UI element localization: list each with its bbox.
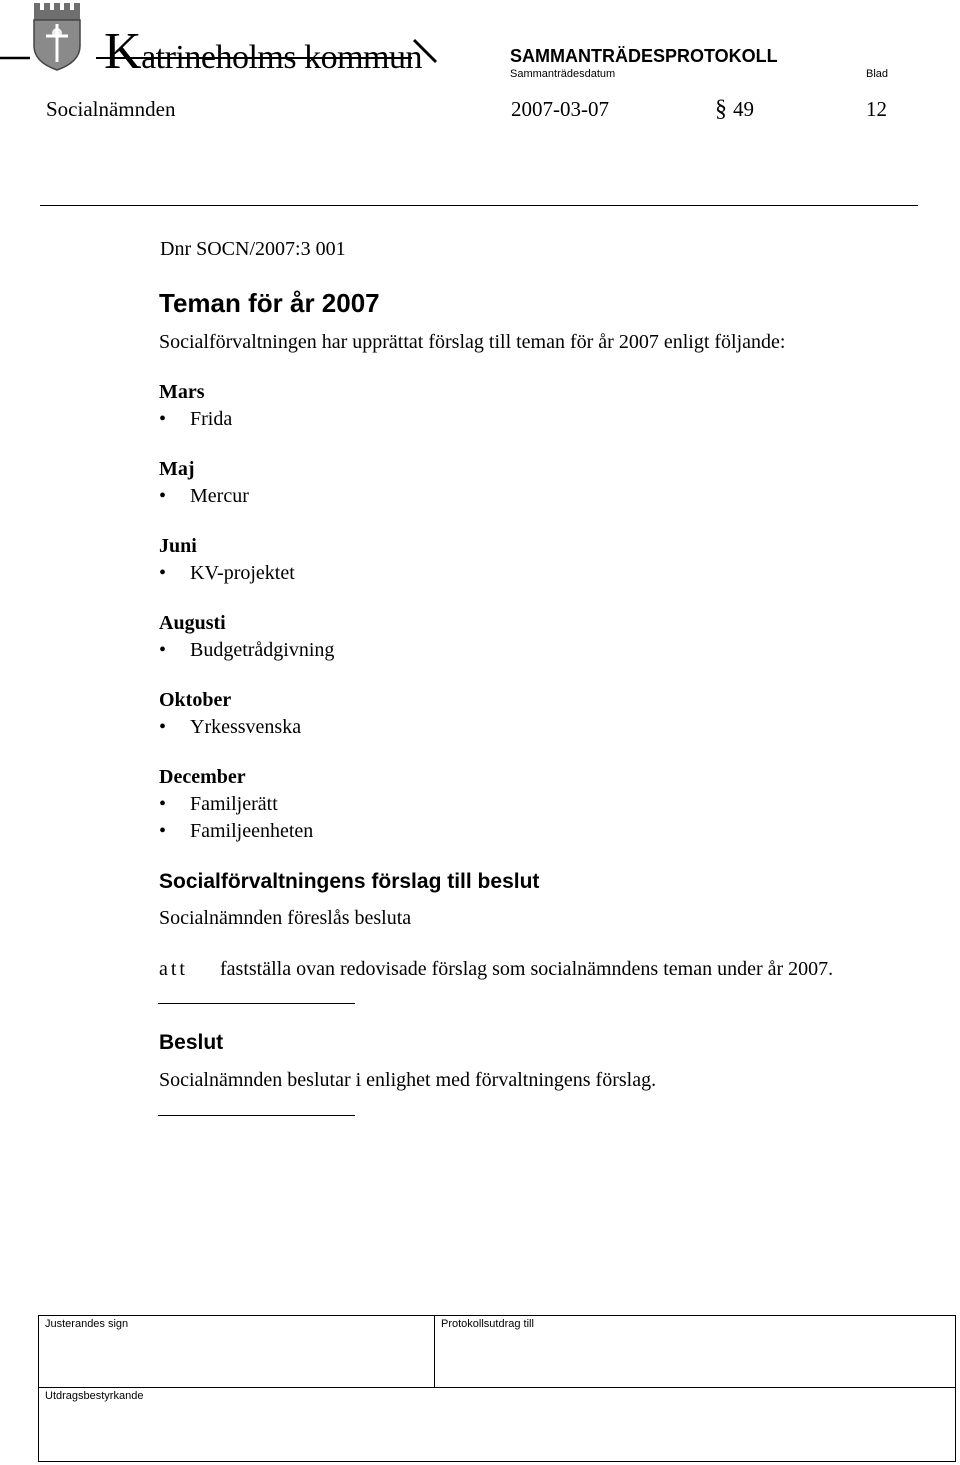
header-divider: [40, 205, 918, 206]
bullet-icon: •: [159, 485, 167, 507]
brand-rest: atrineholms kommun: [141, 39, 422, 76]
bullet-icon: •: [159, 716, 167, 738]
att-text: fastställa ovan redovisade förslag som socialnämndens teman under år 2007.: [220, 958, 834, 980]
month-mars: Mars: [159, 381, 205, 403]
list-item-label: Familjerätt: [190, 793, 278, 815]
section-title: Teman för år 2007: [159, 288, 380, 318]
month-december: December: [159, 766, 246, 788]
brand-name: [104, 22, 422, 81]
paragraph-number: 49: [733, 97, 754, 121]
utdragsbestyrkande-label: Utdragsbestyrkande: [45, 1390, 144, 1402]
page-number: 12: [866, 97, 887, 121]
decision-end-rule: [158, 1115, 355, 1116]
bullet-icon: •: [159, 793, 167, 815]
signature-box-divider: [434, 1315, 435, 1388]
list-item: [159, 408, 232, 431]
list-item-label: Budgetrådgivning: [190, 639, 335, 661]
list-item: [159, 639, 334, 662]
proposal-end-rule: [158, 1003, 355, 1004]
signature-box: [38, 1315, 956, 1462]
list-item-label: Yrkessvenska: [190, 716, 302, 738]
list-item: [159, 562, 295, 585]
list-item: [159, 820, 313, 843]
list-item: [159, 793, 278, 816]
proposal-heading: Socialförvaltningens förslag till beslut: [159, 870, 540, 893]
list-item-label: Familjeenheten: [190, 820, 314, 842]
bullet-icon: •: [159, 820, 167, 842]
organization-name: Socialnämnden: [46, 97, 176, 121]
signature-box-row-divider: [38, 1387, 956, 1388]
case-number: Dnr SOCN/2007:3 001: [160, 238, 346, 260]
list-item: [159, 716, 301, 739]
month-maj: Maj: [159, 458, 195, 480]
date-label: Sammanträdesdatum: [510, 68, 616, 80]
coat-of-arms-icon: [34, 3, 80, 70]
list-item-label: Mercur: [190, 485, 249, 507]
decision-text: Socialnämnden beslutar i enlighet med förvaltningens förslag.: [159, 1069, 657, 1091]
protokollsutdrag-label: Protokollsutdrag till: [441, 1318, 534, 1330]
month-augusti: Augusti: [159, 612, 226, 634]
month-juni: Juni: [159, 535, 197, 557]
month-oktober: Oktober: [159, 689, 232, 711]
list-item-label: KV-projektet: [190, 562, 295, 584]
justerandes-sign-label: Justerandes sign: [45, 1318, 129, 1330]
list-item: [159, 485, 249, 508]
brand-initial: K: [104, 23, 142, 80]
intro-text: Socialförvaltningen har upprättat förslag till teman för år 2007 enligt följande:: [159, 331, 786, 353]
paragraph-sign: §: [715, 96, 727, 122]
meeting-date: 2007-03-07: [511, 97, 609, 121]
bullet-icon: •: [159, 562, 167, 584]
proposal-text: Socialnämnden föreslås besluta: [159, 907, 412, 929]
document-kind: SAMMANTRÄDESPROTOKOLL: [510, 46, 778, 66]
list-item-label: Frida: [190, 408, 233, 430]
decision-heading: Beslut: [159, 1031, 224, 1054]
bullet-icon: •: [159, 639, 167, 661]
page-label: Blad: [866, 68, 889, 80]
att-label: att: [159, 958, 188, 980]
bullet-icon: •: [159, 408, 167, 430]
